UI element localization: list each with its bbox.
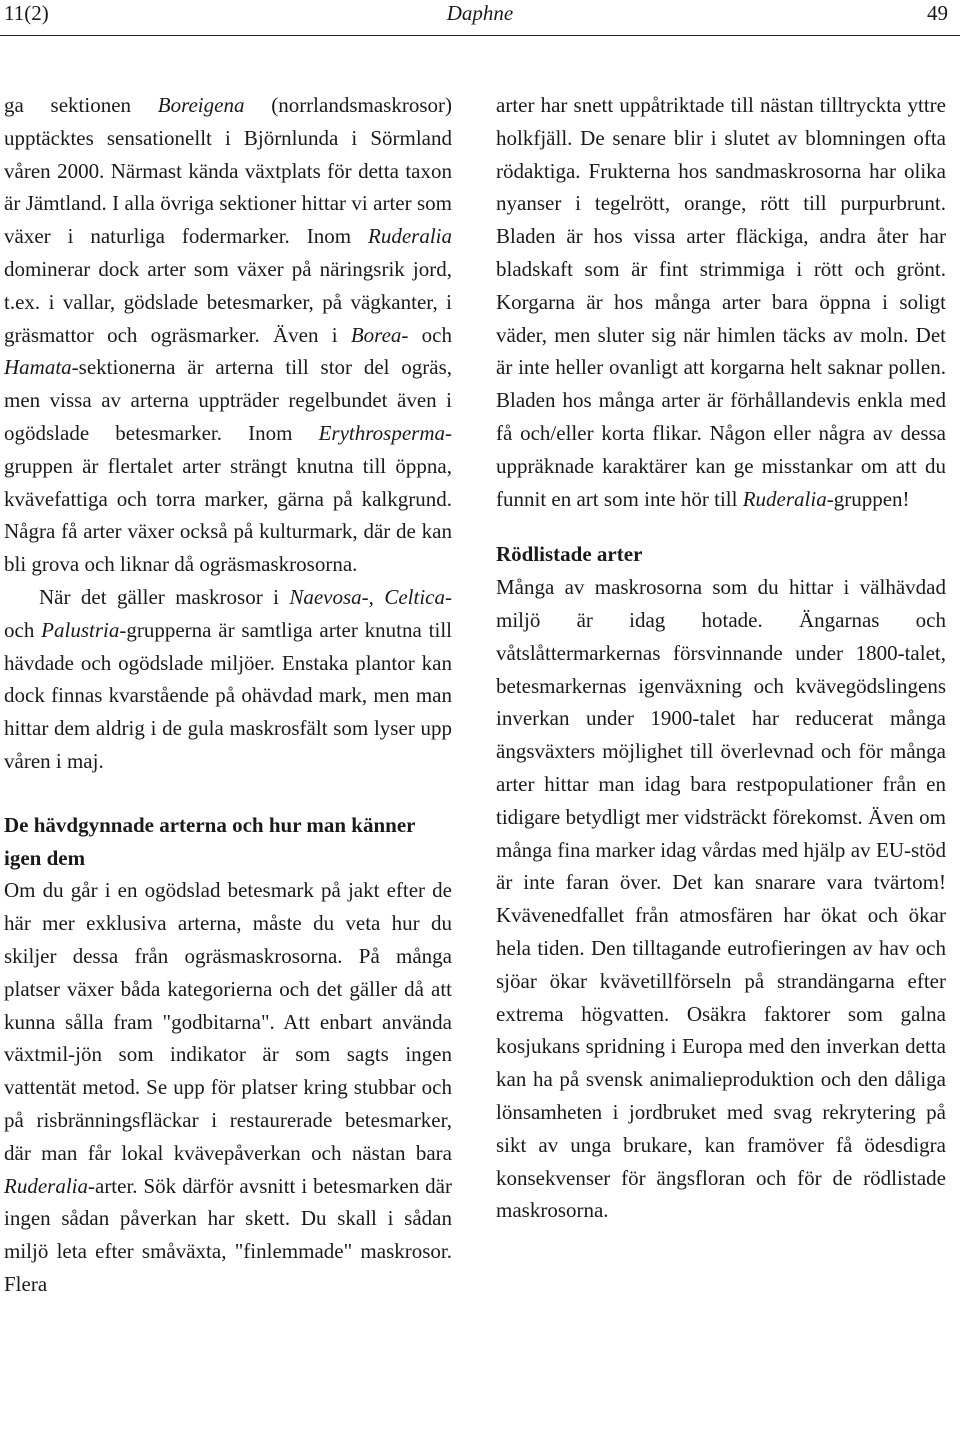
left-paragraph-3: Om du går i en ogödslad betesmark på jakt efter de här mer exklusiva arterna, måste du veta hur du skiljer dessa från ogräsmaskrosorna. På många platser växer båda kategorierna och det gäller då att kunna sålla fram "godbitarna". Att enbart använda växtmil-jön som indikator är som sagts ingen vattentät metod. Se upp för platser kring stubbar och på risbränningsfläckar i restaurerade betesmarker, där man får lokal kvävepåverkan och nästan bara Ruderalia-arter. Sök därför avsnitt i betesmarken där ingen sådan påverkan har skett. Du skall i sådan miljö leta efter småväxta, "finlemmade" maskrosor. Flera (4, 878, 452, 1296)
page-header (0, 0, 960, 36)
left-column (4, 89, 452, 1301)
section-heading-rodlistade: Rödlistade arter (496, 542, 643, 567)
left-paragraph-1: ga sektionen Boreigena (norrlandsmaskrosor) upptäcktes sensationellt i Björnlunda i Sörmland våren 2000. Närmast kända växtplats för detta taxon är Jämtland. I alla övriga sektioner hittar vi arter som växer i naturliga fodermarker. Inom Ruderalia dominerar dock arter som växer på näringsrik jord, t.ex. i vallar, gödslade betesmarker, på vägkanter, i gräsmattor och ogräsmarker. Även i Borea- och Hamata-sektionerna är arterna till stor del ogräs, men vissa av arterna uppträder regelbundet även i ogödslade betesmarker. Inom Erythrosperma- gruppen är flertalet arter strängt knutna till öppna, kvävefattiga och torra marker, gärna på kalkgrund. Några få arter växer också på kulturmark, där de kan bli grova och liknar då ogräsmaskrosorna. (4, 93, 452, 577)
issue-number: 11(2) (4, 1, 49, 25)
right-column (496, 89, 946, 1227)
section-heading-hevdgynnade: De hävdgynnade arterna och hur man känner igen dem (4, 812, 416, 870)
header-rule (0, 35, 960, 36)
right-paragraph-2: Många av maskrosorna som du hittar i välhävdad miljö är idag hotade. Ängarnas och våtslåttermarkernas försvinnande under 1800-talet, betesmarkernas igenväxning och kvävegödslingens inverkan under 1900-talet har reducerat många ängsväxters möjlighet till överlevnad och för många arter hittar man idag bara restpopulationer från en tidigare betydligt mer vidsträckt förekomst. Även om många fina marker idag vårdas med hjälp av EU-stöd är inte faran över. Det kan snarare vara tvärtom! Kvävenedfallet från atmosfären har ökat och ökar hela tiden. Den tilltagande eutrofieringen av hav och sjöar ökar kvävetillförseln på strandängarna efter extrema högvatten. Osäkra faktorer som galna kosjukans spridning i Europa med den inverkan detta kan ha på svensk animalieproduktion och den dåliga lönsamheten i jordbruket med svag rekrytering på sikt av unga brukare, kan framöver få ödesdigra konsekvenser för ängsfloran och för de rödlistade maskrosorna. (496, 575, 946, 1223)
journal-title: Daphne (446, 1, 514, 25)
page-number: 49 (927, 1, 948, 25)
right-paragraph-1: arter har snett uppåtriktade till nästan tilltryckta yttre holkfjäll. De senare blir i slutet av blomningen ofta rödaktiga. Frukterna hos sandmaskrosorna har olika nyanser i tegelrött, orange, rött till purpurbrunt. Bladen är hos vissa arter fläckiga, andra åter har bladskaft som är fint strimmiga i rött och grönt. Korgarna är hos många arter bara öppna i soligt väder, men sluter sig när himlen täcks av moln. Det är inte heller ovanligt att korgarna helt saknar pollen. Bladen hos många arter är förhållandevis enkla med få och/eller korta flikar. Någon eller några av dessa uppräknade karaktärer kan ge misstankar om att du funnit en art som inte hör till Ruderalia-gruppen! (496, 93, 946, 511)
left-paragraph-2: När det gäller maskrosor i Naevosa-, Celtica- och Palustria-grupperna är samtliga arter knutna till hävdade och ogödslade miljöer. Enstaka plantor kan dock finnas kvarstående på ohävdad mark, men man hittar dem aldrig i de gula maskrosfält som lyser upp våren i maj. (4, 584, 453, 773)
